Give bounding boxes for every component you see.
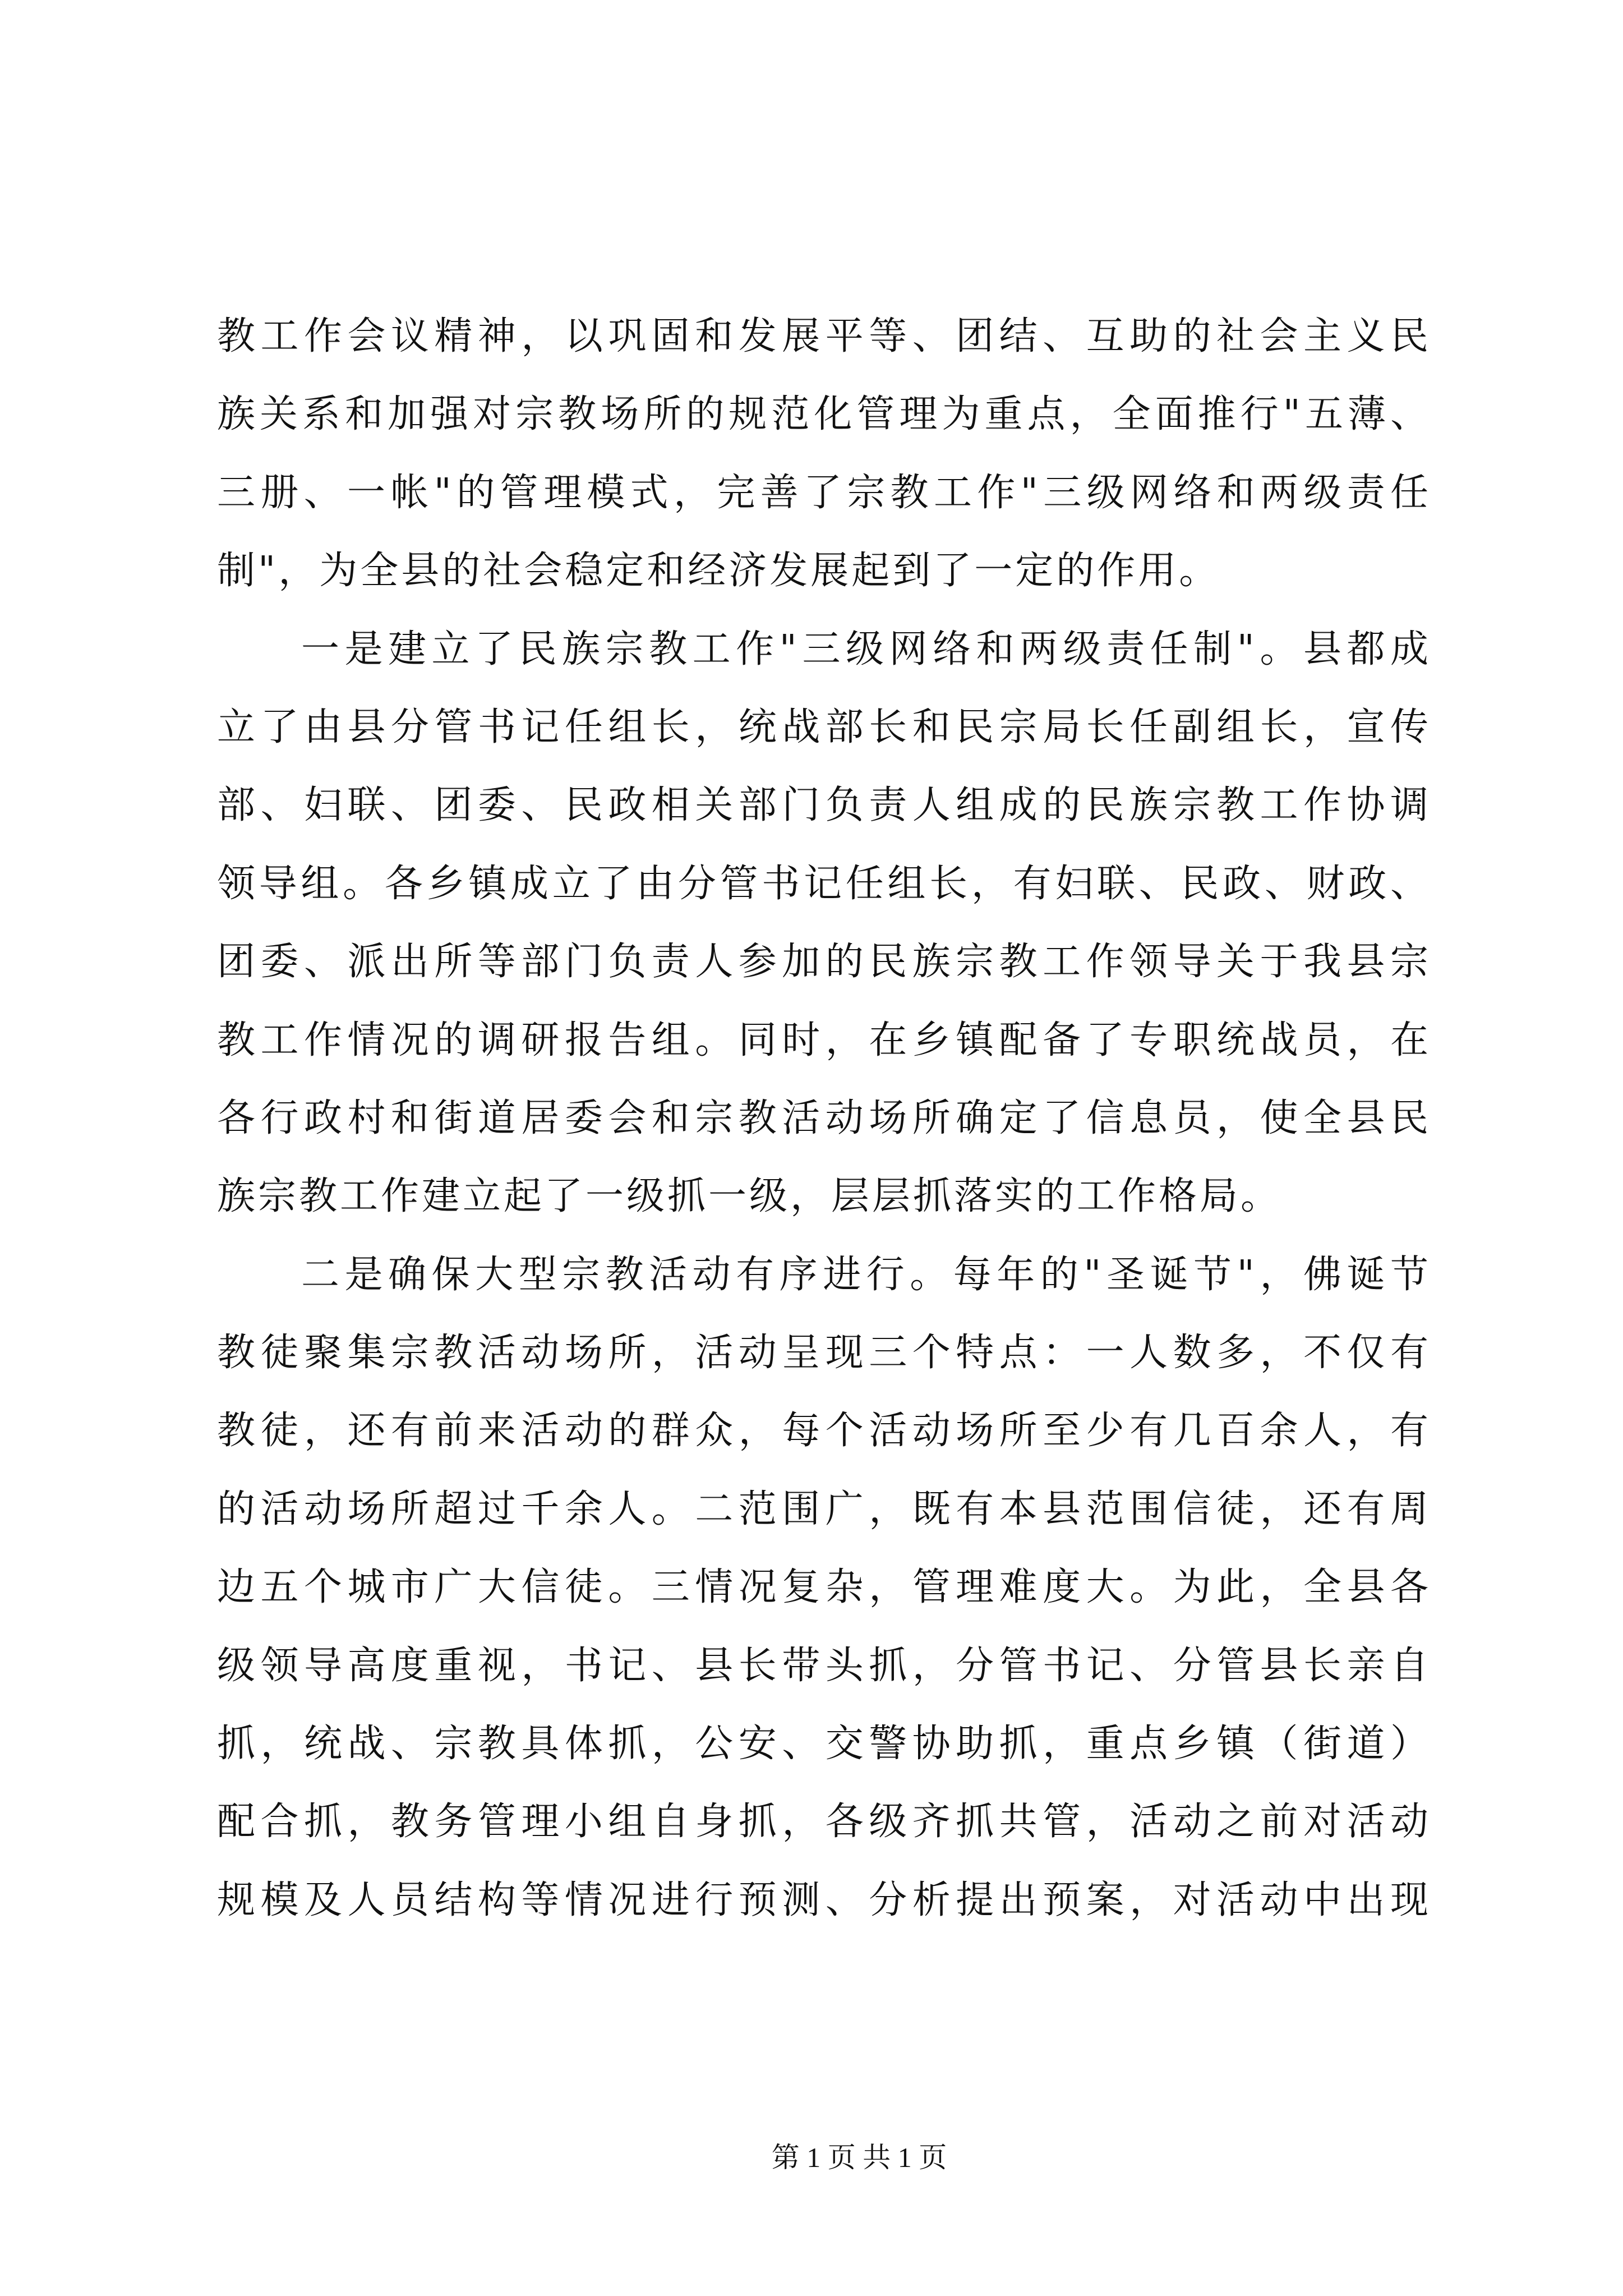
text-line: 团委、派出所等部门负责人参加的民族宗教工作领导关于我县宗: [217, 940, 1431, 984]
text-line: 规模及人员结构等情况进行预测、分析提出预案，对活动中出现: [217, 1878, 1431, 1922]
text-line: 边五个城市广大信徒。三情况复杂，管理难度大。为此，全县各: [217, 1565, 1431, 1610]
text-line: 的活动场所超过千余人。二范围广，既有本县范围信徒，还有周: [217, 1487, 1431, 1531]
text-line: 部、妇联、团委、民政相关部门负责人组成的民族宗教工作协调: [217, 783, 1431, 828]
text-line: 一是建立了民族宗教工作"三级网络和两级责任制"。县都成: [301, 627, 1431, 671]
paragraph: [217, 297, 1431, 610]
paragraph: [217, 1236, 1431, 1940]
text-line: 二是确保大型宗教活动有序进行。每年的"圣诞节"，佛诞节: [301, 1252, 1431, 1297]
text-line: 制"，为全县的社会稳定和经济发展起到了一定的作用。: [217, 549, 1220, 593]
text-line: 抓，统战、宗教具体抓，公安、交警协助抓，重点乡镇（街道）: [217, 1722, 1431, 1766]
text-line: 三册、一帐"的管理模式，完善了宗教工作"三级网络和两级责任: [217, 470, 1431, 515]
text-line: 教工作情况的调研报告组。同时，在乡镇配备了专职统战员，在: [217, 1018, 1431, 1062]
text-line: 族关系和加强对宗教场所的规范化管理为重点，全面推行"五薄、: [217, 392, 1431, 437]
text-line: 级领导高度重视，书记、县长带头抓，分管书记、分管县长亲自: [217, 1643, 1431, 1688]
text-line: 领导组。各乡镇成立了由分管书记任组长，有妇联、民政、财政、: [217, 861, 1431, 906]
text-line: 族宗教工作建立起了一级抓一级，层层抓落实的工作格局。: [217, 1174, 1282, 1219]
text-line: 教徒聚集宗教活动场所，活动呈现三个特点：一人数多，不仅有: [217, 1331, 1431, 1375]
text-line: 教徒，还有前来活动的群众，每个活动场所至少有几百余人，有: [217, 1409, 1431, 1453]
text-line: 教工作会议精神，以巩固和发展平等、团结、互助的社会主义民: [217, 314, 1431, 358]
document-body: [217, 297, 1431, 1939]
text-line: 立了由县分管书记任组长，统战部长和民宗局长任副组长，宣传: [217, 705, 1431, 749]
page-footer: 第 1 页 共 1 页: [771, 2142, 947, 2173]
text-line: 各行政村和街道居委会和宗教活动场所确定了信息员，使全县民: [217, 1096, 1431, 1140]
paragraph: [217, 610, 1431, 1236]
text-line: 配合抓，教务管理小组自身抓，各级齐抓共管，活动之前对活动: [217, 1800, 1431, 1844]
